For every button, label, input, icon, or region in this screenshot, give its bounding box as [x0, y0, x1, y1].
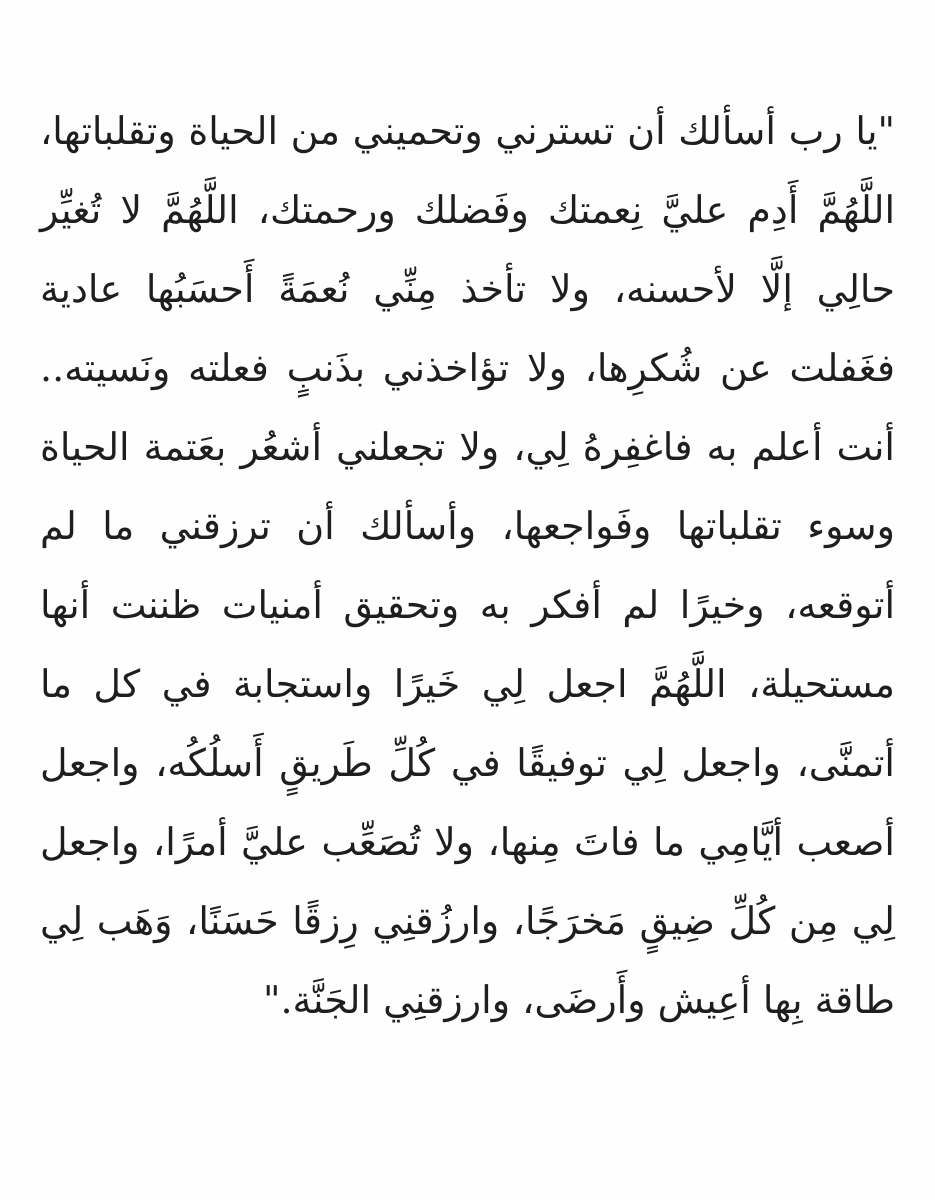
text-line-12: طاقة بِها أعِيش وأَرضَى، وارزقنِي الجَنَّة." [262, 978, 895, 1022]
text-line-9: أتمنَّى، واجعل لِي توفيقًا في كُلِّ طَريقٍ أَسلُكُه، واجعل [40, 741, 895, 785]
text-line-3: حالِي إلَّا لأحسنه، ولا تأخذ مِنِّي نُعمَةً أَحسَبُها عادية [40, 267, 895, 311]
text-line-5: أنت أعلم به فاغفِرهُ لِي، ولا تجعلني أشعُر بعَتمة الحياة [40, 425, 895, 469]
prayer-text [40, 92, 895, 1040]
text-line-6: وسوء تقلباتها وفَواجعها، وأسألك أن ترزقني ما لم [40, 504, 895, 548]
text-line-4: فغَفلت عن شُكرِها، ولا تؤاخذني بذَنبٍ فعلته ونَسيته.. [40, 346, 895, 390]
text-line-7: أتوقعه، وخيرًا لم أفكر به وتحقيق أمنيات ظننت أنها [40, 583, 895, 627]
text-line-1: "يا رب أسألك أن تسترني وتحميني من الحياة وتقلباتها، [40, 109, 895, 153]
text-line-2: اللَّهُمَّ أَدِم عليَّ نِعمتك وفَضلك ورحمتك، اللَّهُمَّ لا تُغيِّر [40, 188, 895, 232]
text-line-11: لِي مِن كُلِّ ضِيقٍ مَخرَجًا، وارزُقنِي رِزقًا حَسَنًا، وَهَب لِي [40, 899, 895, 943]
text-line-10: أصعب أيَّامِي ما فاتَ مِنها، ولا تُصَعِّب عليَّ أمرًا، واجعل [40, 820, 895, 864]
text-line-8: مستحيلة، اللَّهُمَّ اجعل لِي خَيرًا واستجابة في كل ما [40, 662, 895, 706]
